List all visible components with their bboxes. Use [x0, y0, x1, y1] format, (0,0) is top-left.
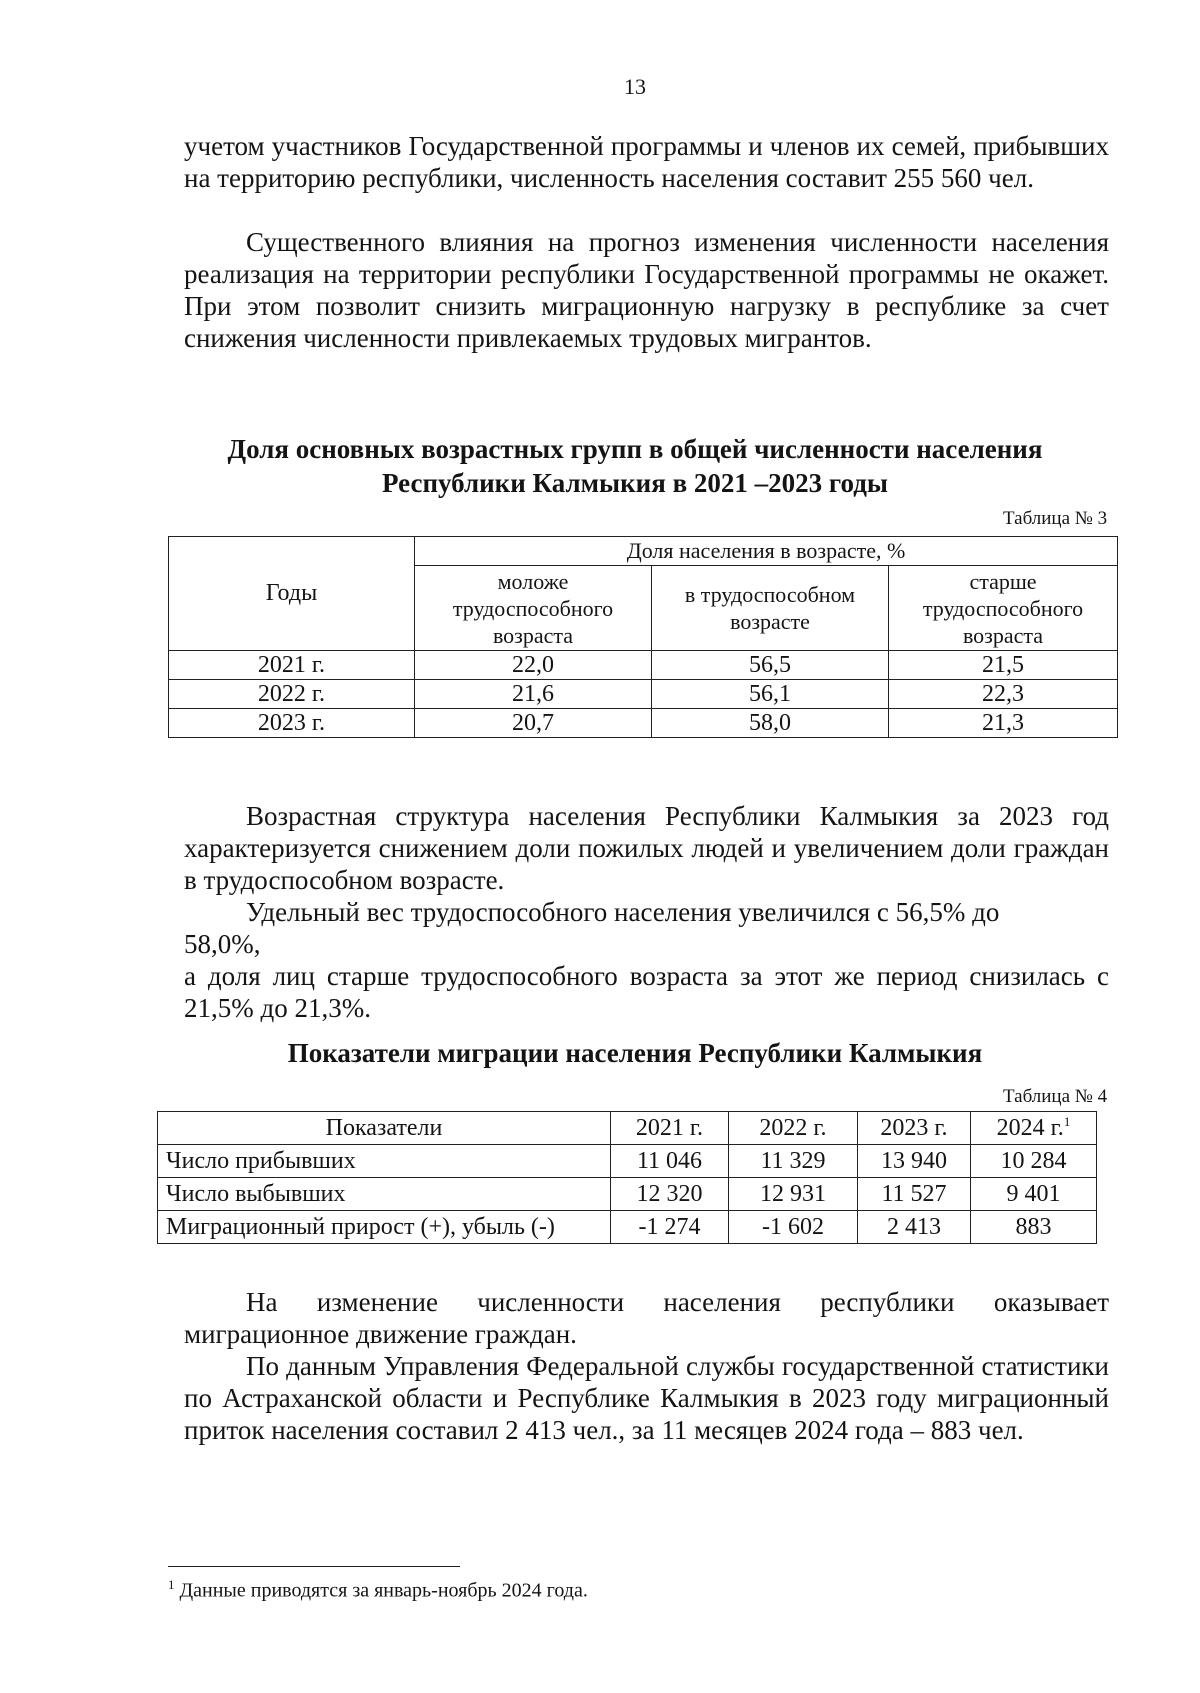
table4-label: Таблица № 4: [1003, 1086, 1108, 1107]
table4-header-indicator: Показатели: [158, 1112, 611, 1145]
table3-working: 56,5: [652, 651, 889, 680]
table3-working: 56,1: [652, 680, 889, 709]
table3-label: Таблица № 3: [1003, 508, 1108, 529]
table4-2024: 9 401: [971, 1178, 1097, 1211]
table-row: [169, 651, 1118, 680]
table3-header-young: моложе трудоспособного возраста: [415, 566, 652, 651]
table4-2022: -1 602: [729, 1211, 858, 1244]
table-row: [158, 1211, 1097, 1244]
table4-2023: 13 940: [858, 1145, 971, 1178]
table3-header-years: Годы: [169, 537, 415, 651]
footnote: $^1$ Данные приводятся за январь-ноябрь 2024 года.: [168, 1577, 588, 1602]
table4-2024: 883: [971, 1211, 1097, 1244]
table4-title: Показатели миграции населения Республики Калмыкия: [287, 1038, 983, 1068]
table3-year: 2022 г.: [169, 680, 415, 709]
table4-2021: 12 320: [611, 1178, 729, 1211]
table3-header-old: старше трудоспособного возраста: [889, 566, 1118, 651]
table4-header-2024: 2024 г.$^1$: [971, 1112, 1097, 1145]
table4-2022: 12 931: [729, 1178, 858, 1211]
table4-indicator: Миграционный прирост (+), убыль (-): [158, 1211, 611, 1244]
paragraph-program-influence: Существенного влияния на прогноз изменения численности населения реализация на территории республики Государственной программы не окажет. При этом позволит снизить миграционную нагрузку в республике за счет снижения численности привлекаемых трудовых мигрантов.: [184, 227, 1109, 353]
table3-young: 22,0: [415, 651, 652, 680]
table3-header-group: Доля населения в возрасте, %: [415, 537, 1118, 566]
table-row: [169, 680, 1118, 709]
paragraph-participants: учетом участников Государственной программы и членов их семей, прибывших на территорию республики, численность населения составит 255 560 чел.: [184, 131, 1109, 193]
footnote-separator: [168, 1566, 460, 1567]
table3-young: 20,7: [415, 709, 652, 738]
migration-table: [157, 1111, 1097, 1244]
page-number: 13: [624, 74, 646, 99]
table3-old: 21,3: [889, 709, 1118, 738]
table4-header-2023: 2023 г.: [858, 1112, 971, 1145]
table4-2024: 10 284: [971, 1145, 1097, 1178]
table3-year: 2021 г.: [169, 651, 415, 680]
table3-header-working: в трудоспособном возрасте: [652, 566, 889, 651]
table-row: [169, 709, 1118, 738]
footnote-ref: 1: [1063, 1114, 1071, 1129]
table3-year: 2023 г.: [169, 709, 415, 738]
table4-header-2022: 2022 г.: [729, 1112, 858, 1145]
paragraph-working-share: Удельный вес трудоспособного населения увеличился с 56,5% до 58,0%,: [184, 897, 1000, 959]
table4-2023: 11 527: [858, 1178, 971, 1211]
table4-2023: 2 413: [858, 1211, 971, 1244]
paragraph-age-structure: Возрастная структура населения Республики Калмыкия за 2023 год характеризуется снижением доли пожилых людей и увеличением доли граждан в трудоспособном возрасте.: [184, 801, 1109, 895]
table3-title: Доля основных возрастных групп в общей численности населения Республики Калмыкия в 2021 –2023 годы: [227, 434, 1043, 498]
table-row: [158, 1145, 1097, 1178]
paragraph-migration-impact: На изменение численности населения республики оказывает миграционное движение граждан.: [184, 1287, 1109, 1349]
table-row: [158, 1178, 1097, 1211]
table3-old: 22,3: [889, 680, 1118, 709]
table4-2021: 11 046: [611, 1145, 729, 1178]
age-groups-table: [168, 536, 1118, 738]
table3-old: 21,5: [889, 651, 1118, 680]
paragraph-migration-stats: По данным Управления Федеральной службы государственной статистики по Астраханской области и Республике Калмыкия в 2023 году миграционный приток населения составил 2 413 чел., за 11 месяцев 2024 года – 883 чел.: [184, 1351, 1109, 1445]
table4-indicator: Число выбывших: [158, 1178, 611, 1211]
table4-header-2021: 2021 г.: [611, 1112, 729, 1145]
table3-working: 58,0: [652, 709, 889, 738]
paragraph-elderly-share: а доля лиц старше трудоспособного возраста за этот же период снизилась с 21,5% до 21,3%.: [184, 961, 1109, 1023]
table4-2021: -1 274: [611, 1211, 729, 1244]
table4-2022: 11 329: [729, 1145, 858, 1178]
table3-young: 21,6: [415, 680, 652, 709]
table4-indicator: Число прибывших: [158, 1145, 611, 1178]
